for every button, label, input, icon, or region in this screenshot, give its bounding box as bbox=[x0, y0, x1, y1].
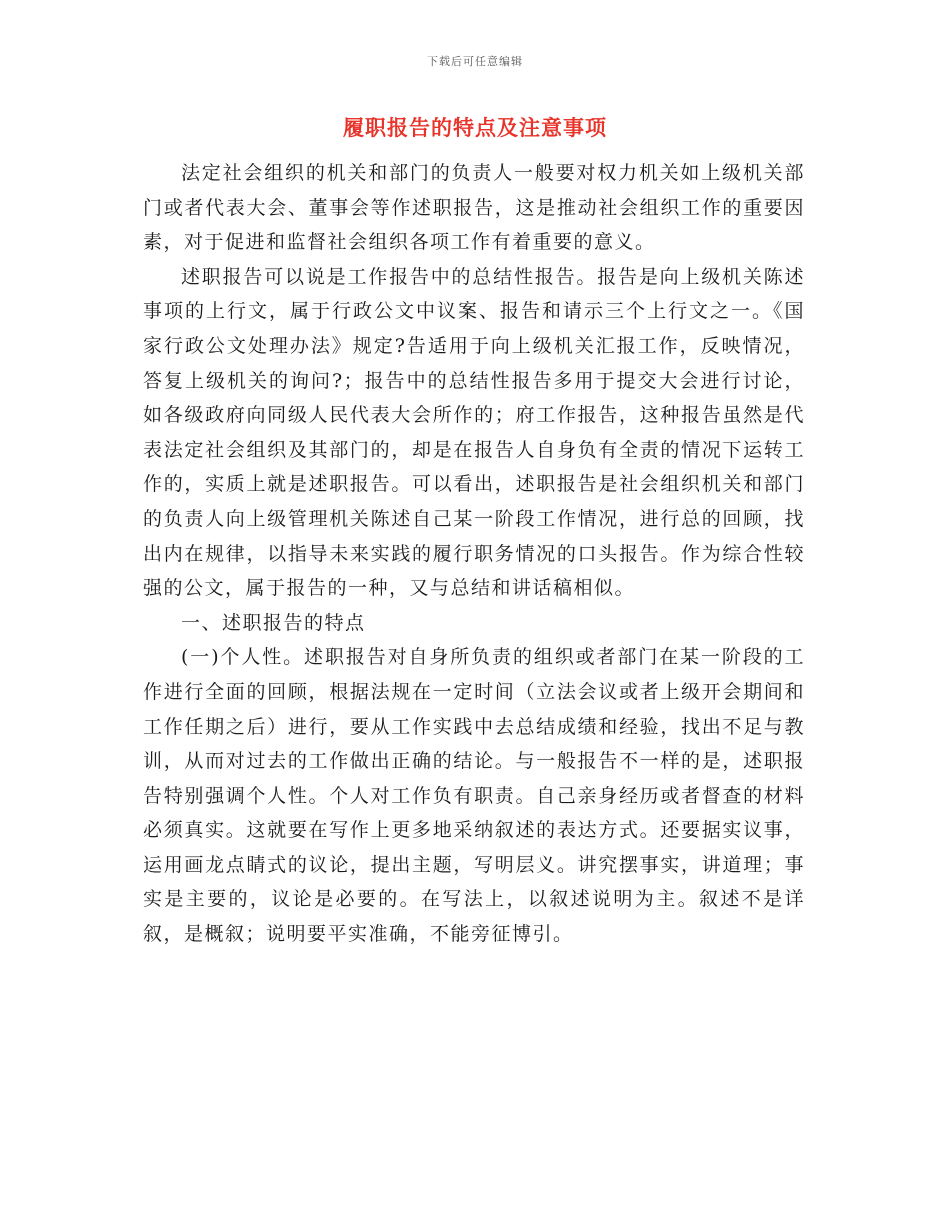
paragraph-definition: 述职报告可以说是工作报告中的总结性报告。报告是向上级机关陈述事项的上行文，属于行政公文中议案、报告和请示三个上行文之一。《国家行政公文处理办法》规定?告适用于向上级机关汇报工作，反映情况，答复上级机关的询问?；报告中的总结性报告多用于提交大会进行讨论，如各级政府向同级人民代表大会所作的；府工作报告，这种报告虽然是代表法定社会组织及其部门的，却是在报告人自身负有全责的情况下运转工作的，实质上就是述职报告。可以看出，述职报告是社会组织机关和部门的负责人向上级管理机关陈述自己某一阶段工作情况，进行总的回顾，找出内在规律，以指导未来实践的履行职务情况的口头报告。作为综合性较强的公文，属于报告的一种，又与总结和讲话稿相似。 bbox=[143, 265, 805, 600]
page-header: 下载后可任意编辑 bbox=[427, 55, 523, 68]
document-title: 履职报告的特点及注意事项 bbox=[343, 116, 607, 140]
paragraph-intro: 法定社会组织的机关和部门的负责人一般要对权力机关如上级机关部门或者代表大会、董事会等作述职报告，这是推动社会组织工作的重要因素，对于促进和监督社会组织各项工作有着重要的意义。 bbox=[143, 162, 805, 254]
section-heading-features: 一、述职报告的特点 bbox=[181, 611, 366, 634]
paragraph-personal-nature: (一)个人性。述职报告对自身所负责的组织或者部门在某一阶段的工作进行全面的回顾，根据法规在一定时间（立法会议或者上级开会期间和工作任期之后）进行，要从工作实践中去总结成绩和经验，找出不足与教训，从而对过去的工作做出正确的结论。与一般报告不一样的是，述职报告特别强调个人性。个人对工作负有职责。自己亲身经历或者督查的材料必须真实。这就要在写作上更多地采纳叙述的表达方式。还要据实议事，运用画龙点睛式的议论，提出主题，写明层义。讲究摆事实，讲道理；事实是主要的，议论是必要的。在写法上，以叙述说明为主。叙述不是详叙，是概叙；说明要平实准确，不能旁征博引。 bbox=[143, 646, 805, 946]
document-body bbox=[143, 156, 805, 952]
